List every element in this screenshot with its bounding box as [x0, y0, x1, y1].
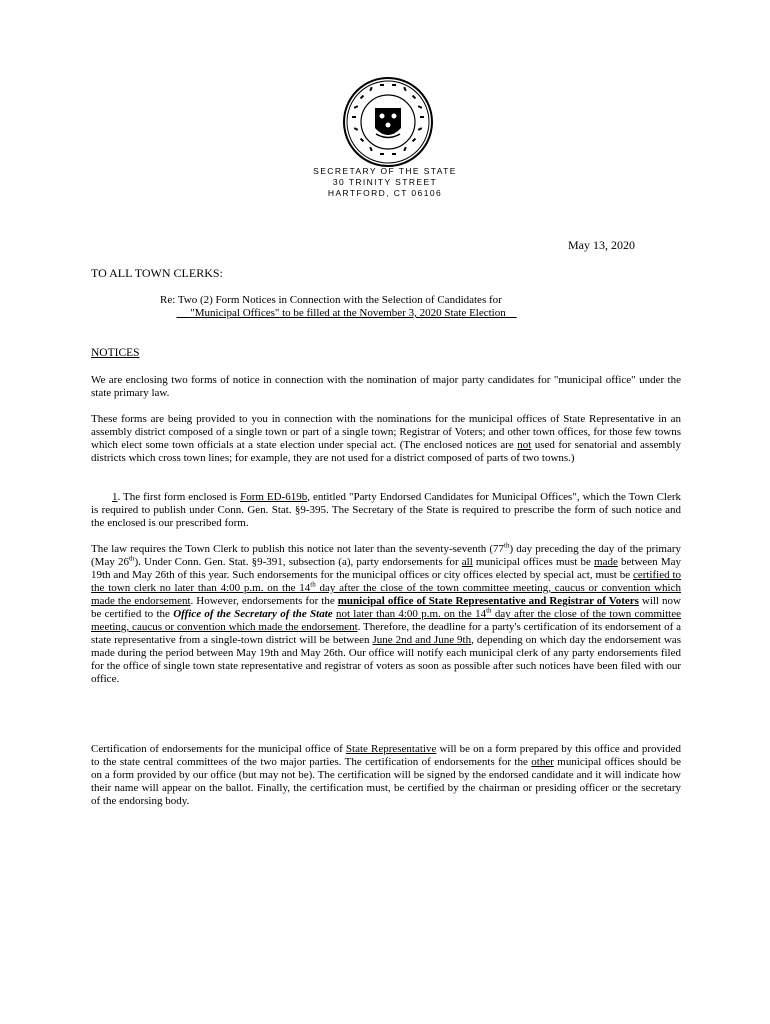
p4-text-a: The law requires the Town Clerk to publish this notice not later than the seventy-seventh (77	[91, 543, 505, 555]
p2-text-b: used for senatorial and assembly districts which cross town lines; for example, they are not used for a district composed of parts of two towns.)	[91, 439, 681, 464]
paragraph-forms	[91, 413, 681, 465]
p3-text-a: . The first form enclosed is	[117, 491, 241, 503]
p4-state-rep-office: municipal office of State Representative and Registrar of Voters	[337, 595, 639, 607]
p4-sup-3: th	[310, 580, 316, 589]
p4-u2b: day after the close of the town committee meeting, caucus or convention which made the endorsement	[91, 608, 681, 633]
p5-state-rep: State Representative	[345, 743, 437, 755]
p5-other: other	[531, 756, 554, 768]
p4-sup-2: th	[128, 554, 135, 563]
paragraph-certification	[91, 743, 681, 808]
re-line-2-text	[177, 307, 517, 320]
p5-text-b: will be on a form prepared by this office and provided to the state central committees of the two major parties. The certification of endorsements for the	[91, 743, 681, 768]
re-line	[160, 294, 620, 320]
p4-sup-4: th	[486, 606, 492, 615]
p4-text-j: , depending on which day the endorsement was made during the period between May 19th and May 26th. Our office will notify each municipal clerk of any party endorsements filed for the office of single town state representative and registrar of voters as soon as possible after such notices have been filed with our office.	[91, 634, 681, 685]
p3-form-name: Form ED-619b	[240, 491, 308, 503]
re-line-1: Re: Two (2) Form Notices in Connection with the Selection of Candidates for	[160, 294, 502, 306]
letterhead-street: 30 TRINITY STREET	[332, 177, 438, 187]
p4-made: made	[594, 556, 618, 568]
p5-text-c: municipal offices should be on a form provided by our office (but may not be). The certification will be signed by the endorsed candidate and it will indicate how their name will appear on the ballot. Finally, the certification must, be certified by the chairman or presiding officer or the secretary of the endorsing body.	[91, 756, 681, 807]
state-seal-icon	[342, 76, 434, 168]
notices-heading: NOTICES	[91, 347, 140, 359]
p4-secretary-office: Office of the Secretary of the State	[173, 608, 333, 620]
p4-all: all	[461, 556, 473, 568]
p3-number: 1	[112, 491, 118, 503]
re-line-2	[160, 307, 620, 320]
paragraph-intro: We are enclosing two forms of notice in connection with the nomination of major party candidates for "municipal office" under the state primary law.	[91, 374, 681, 399]
letterhead-city: HARTFORD, CT 06106	[327, 188, 443, 198]
p4-u1b: day after the close of the town committee meeting, caucus or convention which made the endorsement	[91, 582, 681, 607]
p4-u1a: certified to the town clerk no later than 4:00 p.m. on the 14	[91, 569, 682, 594]
letterhead-office: SECRETARY OF THE STATE	[313, 166, 457, 176]
p4-june-dates: June 2nd and June 9th	[372, 634, 472, 646]
salutation: TO ALL TOWN CLERKS:	[91, 266, 223, 280]
p4-sup-1: th	[504, 541, 510, 550]
letter-date: May 13, 2020	[568, 238, 635, 252]
re-line-2-value: "Municipal Offices" to be filled at the November 3, 2020 State Election	[190, 307, 506, 319]
p4-text-b: ) day preceding the day of the primary (May 26	[91, 543, 681, 568]
p4-text-d: municipal offices must be	[472, 556, 595, 568]
p4-text-i: . Therefore, the deadline for a party's certification of its endorsement of a state representative from a single-town district will be between	[91, 621, 681, 646]
p4-text-e: between May 19th and May 26th of this year. Such endorsements for the municipal offices or city offices elected by special act, must be	[91, 556, 681, 581]
p4-text-g: will now be certified to the	[91, 595, 682, 620]
p5-text-a: Certification of endorsements for the municipal office of	[91, 743, 346, 755]
p2-not: not	[517, 439, 532, 451]
p4-text-f: . However, endorsements for the	[190, 595, 338, 607]
paragraph-law	[91, 543, 681, 686]
paragraph-first-form	[91, 491, 681, 530]
p3-text-b: , entitled "Party Endorsed Candidates for Municipal Offices", which the Town Clerk is required to publish under Conn. Gen. Stat. §9-395. The Secretary of the State is required to prescribe the form of such notice and the enclosed is our prescribed form.	[91, 491, 682, 529]
p2-text-a: These forms are being provided to you in connection with the nominations for the municipal offices of State Representative in an assembly district composed of a single town or part of a single town; Registrar of Voters; and other town offices, for those few towns which elect some town officials at a state election under special act. (The enclosed notices are	[91, 413, 681, 451]
p4-u2a: not later than 4:00 p.m. on the 14	[335, 608, 487, 620]
p4-text-c: ). Under Conn. Gen. Stat. §9-391, subsection (a), party endorsements for	[134, 556, 462, 568]
